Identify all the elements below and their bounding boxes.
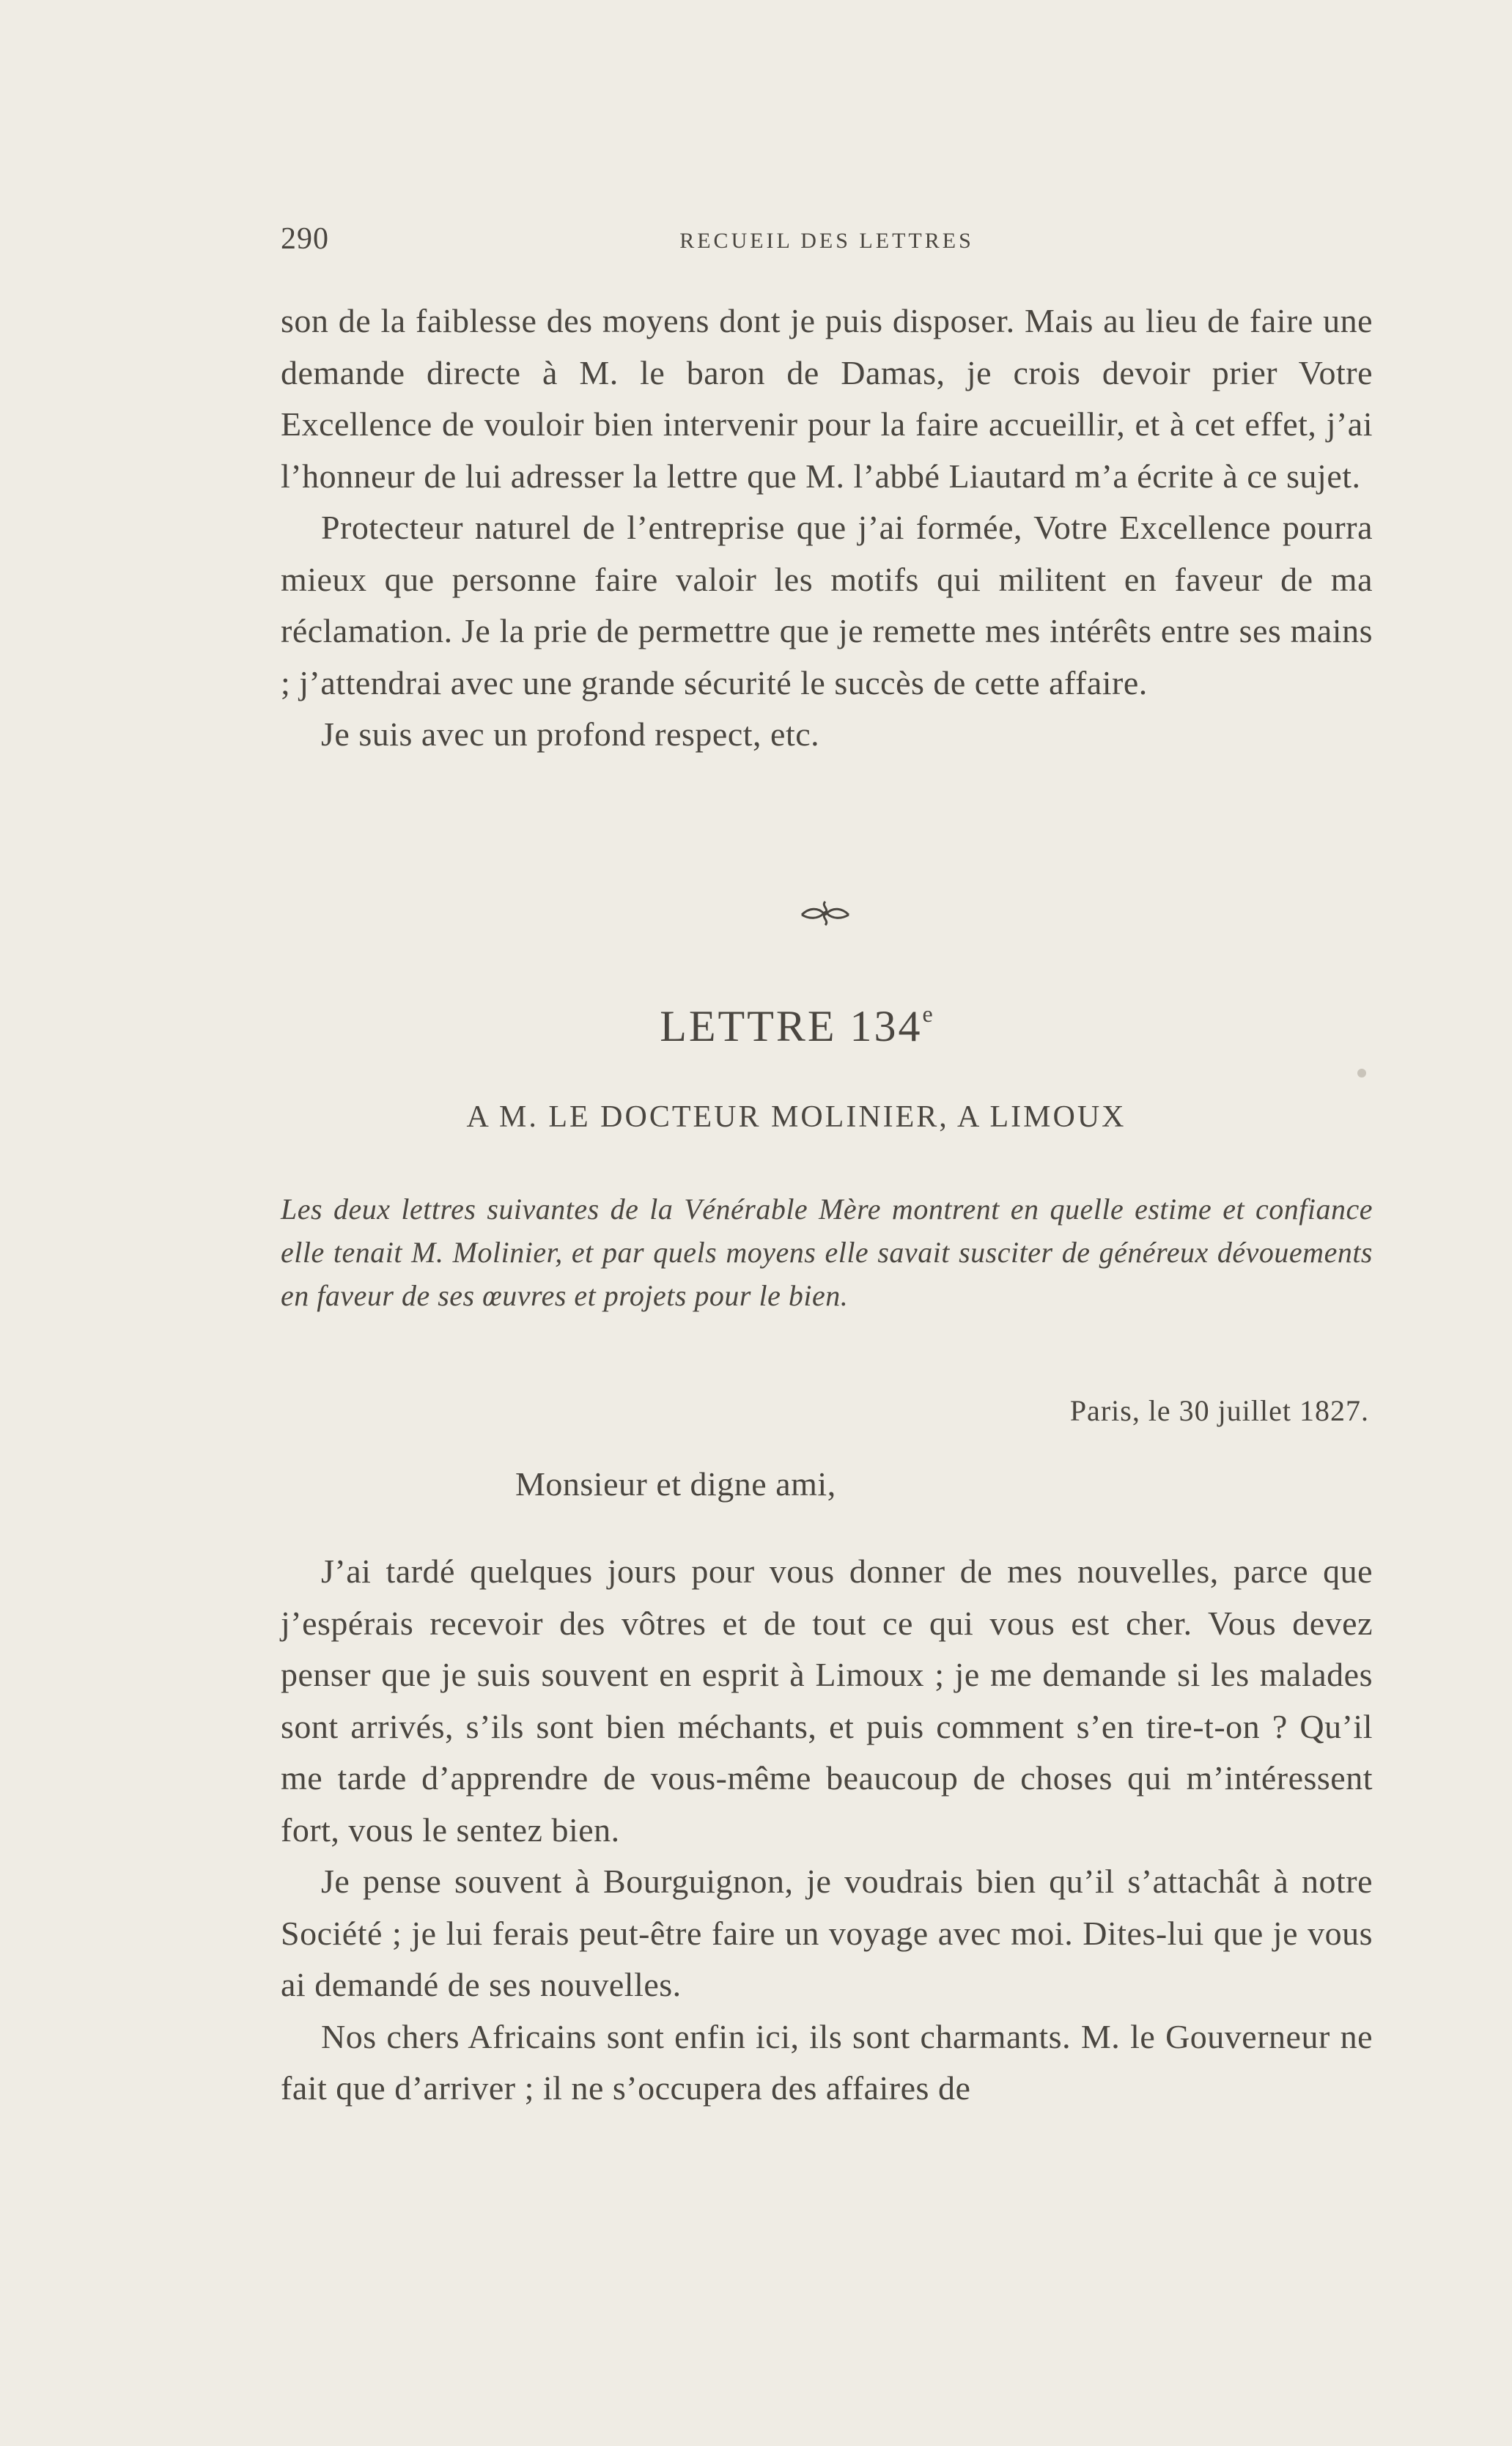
letter-dateline: Paris, le 30 juillet 1827. bbox=[1069, 1394, 1369, 1427]
continuation-paragraph: son de la faiblesse des moyens dont je puis disposer. Mais au lieu de faire une demande directe à M. le baron de Damas, je crois devoir prier Votre Excellence de vouloir bien intervenir pour la faire accueillir, et à cet effet, j’ai l’honneur de lui adresser la lettre que M. l’abbé Liautard m’a écrite à ce sujet. bbox=[281, 302, 1373, 495]
letter-title: LETTRE 134e bbox=[660, 1001, 933, 1050]
letter-body bbox=[281, 1546, 1373, 2115]
letter-paragraph: Je pense souvent à Bourguignon, je voudrais bien qu’il s’attachât à notre Société ; je lui ferais peut-être faire un voyage avec moi. Dites-lui que je vous ai demandé de ses nouvelles. bbox=[281, 1863, 1373, 2003]
running-title: RECUEIL DES LETTRES bbox=[679, 229, 974, 253]
continuation-paragraph: Protecteur naturel de l’entreprise que j’ai formée, Votre Excellence pourra mieux que personne faire valoir les motifs qui militent en faveur de ma réclamation. Je la prie de permettre que je remette mes intérêts entre ses mains ; j’attendrai avec une grande sécurité le succès de cette affaire. bbox=[281, 509, 1373, 701]
letter-addressee: A M. LE DOCTEUR MOLINIER, A LIMOUX bbox=[466, 1100, 1126, 1134]
letter-summary: Les deux lettres suivantes de la Vénérable Mère montrent en quelle estime et confiance elle tenait M. Molinier, et par quels moyens elle savait susciter de généreux dévouements en faveur de ses œuvres et projets pour le bien. bbox=[281, 1193, 1373, 1312]
decorative-dot bbox=[1357, 1069, 1366, 1078]
fleuron-ornament-icon bbox=[799, 899, 852, 928]
closing-formula: Je suis avec un profond respect, etc. bbox=[321, 715, 820, 753]
letter-salutation: Monsieur et digne ami, bbox=[515, 1465, 836, 1503]
letter-paragraph: J’ai tardé quelques jours pour vous donner de mes nouvelles, parce que j’espérais recevoir des vôtres et de tout ce qui vous est cher. Vous devez penser que je suis souvent en esprit à Limoux ; je me demande si les malades sont arrivés, s’ils sont bien méchants, et puis comment s’en tire-t-on ? Qu’il me tarde d’apprendre de vous-même beaucoup de choses qui m’intéressent fort, vous le sentez bien. bbox=[281, 1552, 1373, 1849]
letter-paragraph: Nos chers Africains sont enfin ici, ils sont charmants. M. le Gouverneur ne fait que d’arriver ; il ne s’occupera des affaires de bbox=[281, 2017, 1373, 2107]
letter-title-suffix: e bbox=[922, 1001, 933, 1027]
running-head bbox=[281, 221, 1373, 265]
page-number: 290 bbox=[281, 222, 329, 256]
continuation-text bbox=[281, 295, 1373, 761]
